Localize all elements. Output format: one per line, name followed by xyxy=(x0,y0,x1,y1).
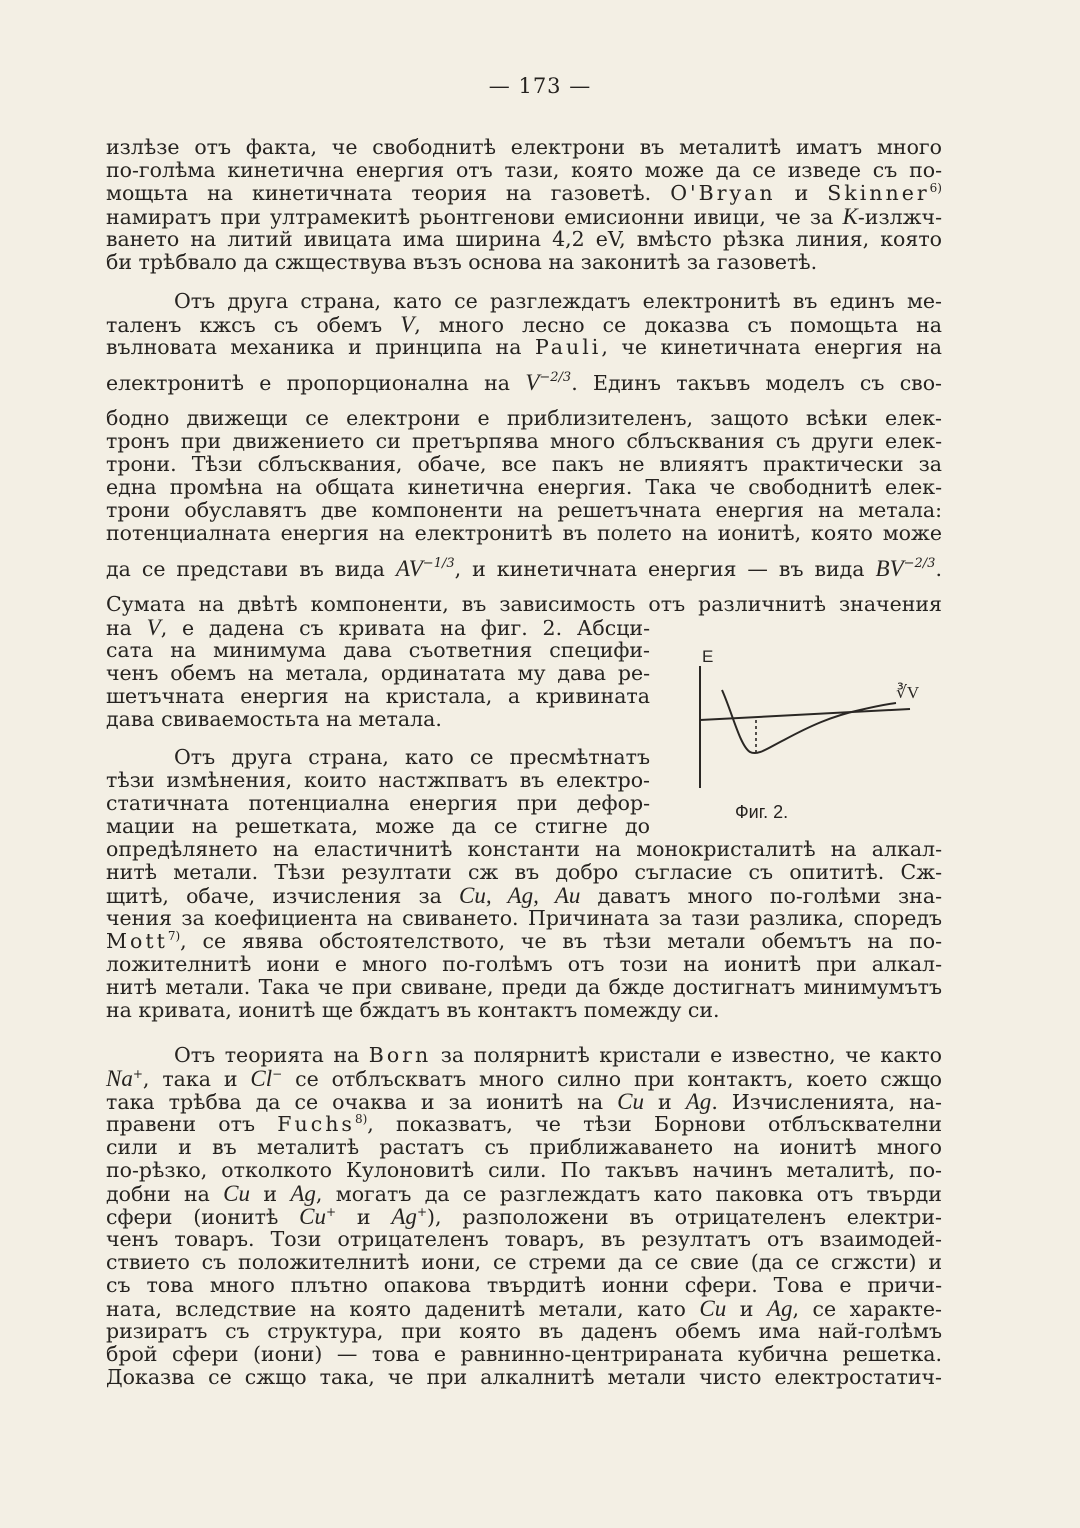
text-line: потенциалната енергия на електронитѣ въ полето на ионитѣ, която може xyxy=(106,521,942,545)
text-line: дава свиваемостьта на метала. xyxy=(106,707,442,731)
text-line: Mott$^{7)}$, се явява обстоятелството, че въ тѣзи метали обемътъ на по- xyxy=(106,929,942,953)
text-line: бодно движещи се електрони е приблизителенъ, защото всѣки елек- xyxy=(106,406,942,430)
figure-caption: Фиг. 2. xyxy=(735,802,789,822)
text-line: една промѣна на общата кинетична енергия. Така че свободнитѣ елек- xyxy=(106,475,942,499)
text-line: съ това много плътно опакова твърдитѣ ионни сфери. Това е причи- xyxy=(106,1273,942,1297)
text-line: мации на решетката, може да се стигне до xyxy=(106,814,650,838)
x-axis-label: ∛V xyxy=(896,683,920,702)
text-line: по-рѣзко, отколкото Кулоновитѣ сили. По такъвъ начинъ металитѣ, по- xyxy=(106,1158,942,1182)
text-line: на кривата, ионитѣ ще бждатъ въ контактъ помежду си. xyxy=(106,998,720,1022)
footnote-ref: 6) xyxy=(929,181,942,196)
text-line: да се представи въ вида $AV^{-1/3}$, и кинетичната енергия — въ вида $BV^{-2/3}$. xyxy=(106,556,942,581)
text-line: така трѣбва да се очаква и за ионитѣ на Cu и Ag. Изчисленията, на- xyxy=(106,1089,942,1114)
figure-2 xyxy=(692,638,932,828)
author-name: Pauli xyxy=(534,335,602,359)
text-line: шетъчната енергия на кристала, а кривината xyxy=(106,684,650,708)
text-line: би трѣбвало да сжществува възъ основа на законитѣ за газоветѣ. xyxy=(106,250,818,274)
author-name: Skinner xyxy=(827,181,930,205)
text-line: на V, е дадена съ кривата на фиг. 2. Абсци- xyxy=(106,615,650,640)
text-line: чения за коефициента на свиването. Причината за тази разлика, споредъ xyxy=(106,906,942,930)
text-line: сфери (ионитѣ Cu+ и Ag+), разположени въ отрицателенъ електри- xyxy=(106,1204,942,1229)
text-line: сили и въ металитѣ растатъ съ приближаването на ионитѣ много xyxy=(106,1135,942,1159)
text-line: мощьта на кинетичната теория на газоветѣ. O'Bryan и Skinner$^{6)}$ xyxy=(106,181,942,205)
text-line: трони обуславятъ две компоненти на решетъчната енергия на метала: xyxy=(106,498,942,522)
text-line: ната, вследствие на която даденитѣ метали, като Cu и Ag, се характе- xyxy=(106,1296,942,1321)
text-line: добни на Cu и Ag, могатъ да се разглеждатъ като паковка отъ твърди xyxy=(106,1181,942,1206)
text-line: Сумата на двѣтѣ компоненти, въ зависимость отъ различнитѣ значения xyxy=(106,592,942,616)
text-line: Na+, така и Cl− се отблъскватъ много силно при контактъ, което сжщо xyxy=(106,1066,942,1091)
text-line: тронъ при движението си претърпява много сблъсквания съ други елек- xyxy=(106,429,942,453)
author-name: Fuchs xyxy=(277,1112,355,1136)
text-line: трони. Тѣзи сблъсквания, обаче, все пакъ не влияятъ практически за xyxy=(106,452,942,476)
energy-curve-diagram xyxy=(692,638,932,828)
paragraph-1 xyxy=(106,136,942,274)
paragraph-4 xyxy=(106,1044,942,1389)
text-line: таленъ кжсъ съ обемъ V, много лесно се доказва съ помощьта на xyxy=(106,312,942,337)
author-name: O'Bryan xyxy=(670,181,776,205)
text-line: Отъ друга страна, като се разглеждатъ електронитѣ въ единъ ме- xyxy=(174,289,942,313)
text-line: тѣзи измѣнения, които настжпватъ въ електро- xyxy=(106,768,650,792)
text-line: ложителнитѣ иони е много по-голѣмъ отъ този на ионитѣ при алкал- xyxy=(106,952,942,976)
text-line: ването на литий ивицата има ширина 4,2 eV, вмѣсто рѣзка линия, която xyxy=(106,227,942,251)
text-line: Отъ друга страна, като се пресмѣтнатъ xyxy=(174,745,650,769)
text-line: опредѣлянето на еластичнитѣ константи на монокристалитѣ на алкал- xyxy=(106,837,942,861)
text-line: брой сфери (иони) — това е равнинно-центрираната кубична решетка. xyxy=(106,1342,942,1366)
text-line: електронитѣ е пропорционална на $V^{-2/3}$. Единъ такъвъ моделъ съ сво- xyxy=(106,370,942,395)
author-name: Born xyxy=(368,1043,432,1067)
text-line: по-голѣма кинетична енергия отъ тази, която може да се изведе съ по- xyxy=(106,158,942,182)
text-line: Отъ теорията на Born за полярнитѣ кристали е известно, че както xyxy=(174,1043,942,1067)
text-line: нитѣ метали. Тѣзи резултати сж въ добро съгласие съ опититѣ. Сж- xyxy=(106,860,942,884)
y-axis-label: E xyxy=(702,647,714,666)
footnote-ref: 7) xyxy=(167,929,181,944)
text-line: излѣзе отъ факта, че свободнитѣ електрони въ металитѣ иматъ много xyxy=(106,135,942,159)
text-line: ризиратъ съ структура, при която въ даденъ обемъ има най-голѣмъ xyxy=(106,1319,942,1343)
energy-curve xyxy=(722,690,896,753)
text-line: статичната потенциална енергия при дефор- xyxy=(106,791,650,815)
text-line: ченъ обемъ на метала, ординатата му дава ре- xyxy=(106,661,650,685)
text-line: вълновата механика и принципа на Pauli, че кинетичната енергия на xyxy=(106,335,942,359)
text-line: ствието съ положителнитѣ иони, се стреми да се свие (да се сгжсти) и xyxy=(106,1250,942,1274)
text-line: намиратъ при ултрамекитѣ рьонтгенови емисионни ивици, че за K-излжч- xyxy=(106,204,942,229)
text-line: правени отъ Fuchs$^{8)}$, показватъ, че тѣзи Борнови отблъсквателни xyxy=(106,1112,942,1136)
text-line: щитѣ, обаче, изчисления за Cu, Ag, Au даватъ много по-голѣми зна- xyxy=(106,883,942,908)
text-line: нитѣ метали. Така че при свиване, преди да бжде достигнатъ минимумътъ xyxy=(106,975,942,999)
footnote-ref: 8) xyxy=(354,1112,368,1127)
text-line: сата на минимума дава съответния специфи- xyxy=(106,638,650,662)
author-name: Mott xyxy=(106,929,168,953)
text-line: Доказва се сжщо така, че при алкалнитѣ метали чисто електростатич- xyxy=(106,1365,942,1389)
text-line: ченъ товаръ. Този отрицателенъ товаръ, въ резултатъ отъ взаимодей- xyxy=(106,1227,942,1251)
page-number: — 173 — xyxy=(488,74,592,98)
